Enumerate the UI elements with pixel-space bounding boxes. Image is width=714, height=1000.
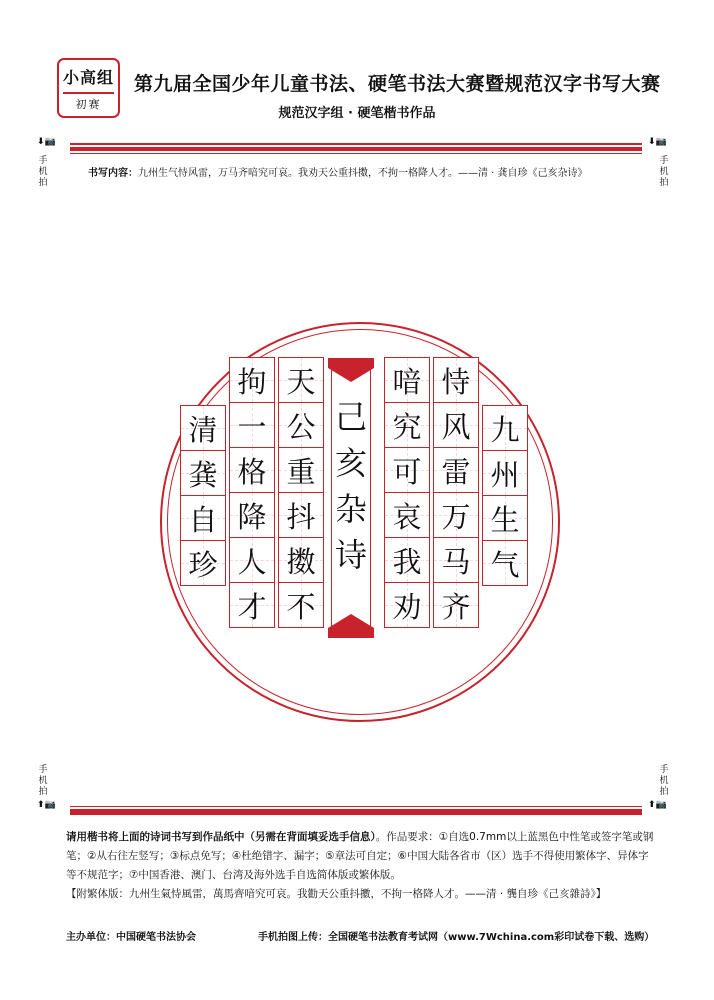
grid-cell: 珍 [180,540,226,586]
grid-cell: 格 [229,447,275,493]
content-label: 书写内容： [88,168,138,179]
grid-cell: 恃 [433,357,479,403]
grid-cell: 齐 [433,582,479,628]
camera-icon: ⬇📷 [37,137,56,147]
grid-cell: 生 [482,495,528,541]
upload-note: 手机拍图上传：全国硬笔书法教育考试网（www.7Wchina.com彩印试卷下载、选购） [258,932,655,943]
grid-cell: 雷 [433,447,479,493]
grid-cell: 龚 [180,450,226,496]
grid-cell: 一 [229,402,275,448]
badge-divider [63,92,114,94]
grid-cell: 州 [482,450,528,496]
content-line [88,164,588,179]
grid-cell: 九 [482,405,528,451]
grid-column-3 [278,358,324,628]
content-text: 九州生气恃风雷，万马齐喑究可哀。我劝天公重抖擞，不拘一格降人才。——清 · 龚自珍《己亥杂诗》 [138,168,588,179]
grid-cell: 降 [229,492,275,538]
grid-column-6 [482,406,528,586]
grid-cell: 重 [278,447,324,493]
side-label-right-top: 手 机 拍 [659,156,669,188]
camera-icon: ⬆📷 [648,800,667,810]
grid-column-5 [433,358,479,628]
camera-icon: ⬇📷 [648,137,667,147]
badge-round-label: 初赛 [75,97,102,111]
page-subtitle: 规范汉字组 · 硬笔楷书作品 [278,106,436,121]
grid-cell: 天 [278,357,324,403]
side-label-right-bottom: 手 机 拍 [659,765,669,797]
page-title: 第九届全国少年儿童书法、硬笔书法大赛暨规范汉字书写大赛 [134,73,661,95]
grid-cell: 气 [482,540,528,586]
side-label-left-bottom: 手 机 拍 [38,765,48,797]
grid-cell: 风 [433,402,479,448]
poem-title: 己 亥 杂 诗 [334,398,367,574]
organizer: 主办单位：中国硬笔书法协会 [66,932,196,943]
grid-cell: 马 [433,537,479,583]
grid-column-1 [180,406,226,586]
grid-cell: 清 [180,405,226,451]
grid-cell: 万 [433,492,479,538]
camera-icon: ⬆📷 [37,800,56,810]
grid-cell: 劝 [384,582,430,628]
top-red-rule [70,143,642,154]
grid-cell: 抖 [278,492,324,538]
grid-cell: 人 [229,537,275,583]
bottom-red-rule [70,804,642,815]
grid-cell: 究 [384,402,430,448]
grid-cell: 我 [384,537,430,583]
grid-cell: 才 [229,582,275,628]
grid-column-4 [384,358,430,628]
instructions-lead: 请用楷书将上面的诗词书写到作品纸中（另需在背面填妥选手信息） [66,831,376,843]
traditional-version: 【附繁体版：九州生氣恃風雷，萬馬齊喑究可哀。我勸天公重抖擻，不拘一格降人才。——清 · 龔自珍《己亥雜詩》】 [66,888,607,900]
grid-cell: 不 [278,582,324,628]
grid-cell: 可 [384,447,430,493]
badge-group-label: 小高组 [62,68,114,87]
instructions-requirements: 。作品要求：①自选0.7mm以上蓝黑色中性笔或签字笔或钢笔；②从右往左竖写；③标点免写；④杜绝错字、漏字；⑤章法可自定；⑥中国大陆各省市（区）选手不得使用繁体字、异体字等不规范字；⑦中国香港、澳门、台湾及海外选手自选简体版或繁体版。 [66,831,654,881]
grid-cell: 自 [180,495,226,541]
grid-column-2 [229,358,275,628]
grid-cell: 哀 [384,492,430,538]
poem-title-banner [328,358,374,638]
side-label-left-top: 手 机 拍 [38,156,48,188]
grid-cell: 拘 [229,357,275,403]
grid-cell: 公 [278,402,324,448]
grid-cell: 喑 [384,357,430,403]
instructions [66,828,656,904]
grid-cell: 擞 [278,537,324,583]
